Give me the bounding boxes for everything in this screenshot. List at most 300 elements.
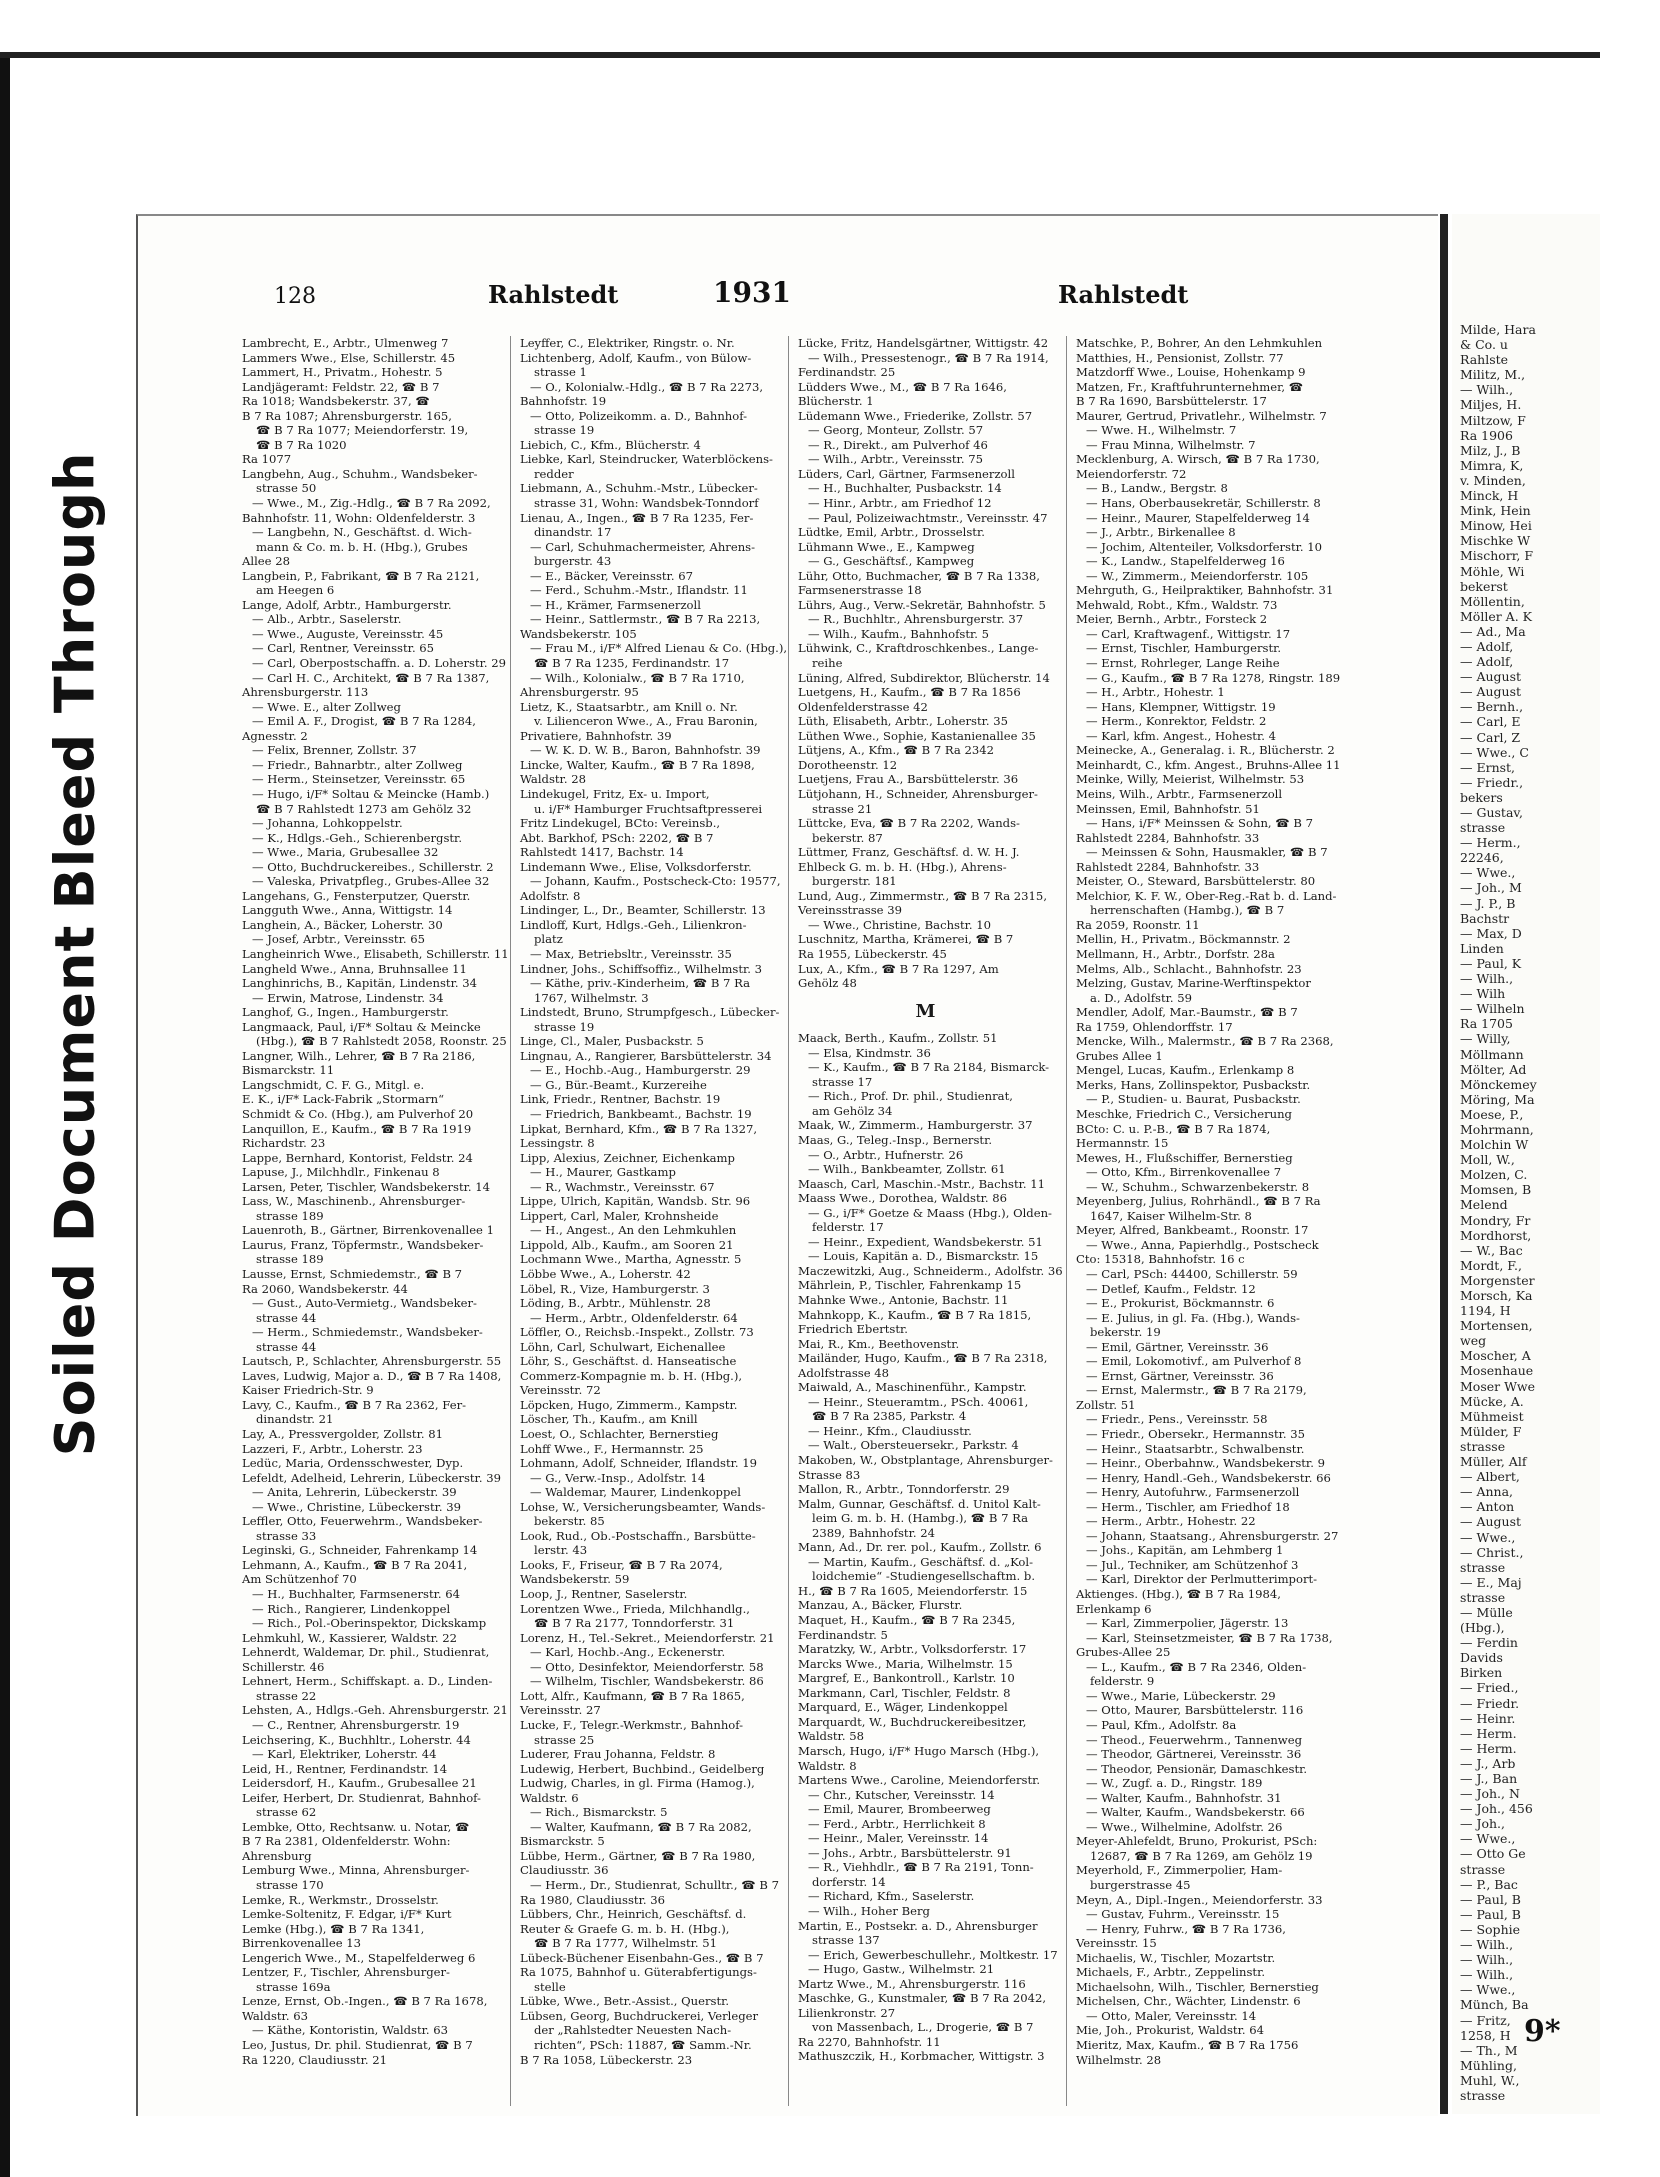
directory-entry: Look, Rud., Ob.-Postschaffn., Barsbütte- [520, 1528, 756, 1543]
adjacent-entry-fragment: — August [1460, 669, 1522, 685]
adjacent-entry-fragment: Mücke, A. [1460, 1393, 1524, 1409]
directory-entry: Matzdorff Wwe., Louise, Hohenkamp 9 [1076, 365, 1306, 380]
directory-entry: — Henry, Autofuhrw., Farmsenerzoll [1086, 1485, 1300, 1500]
directory-entry: strasse 19 [534, 1019, 595, 1034]
adjacent-entry-fragment: — Max, D [1460, 925, 1522, 941]
adjacent-entry-fragment: strasse [1460, 1559, 1506, 1575]
directory-entry: Maass Wwe., Dorothea, Waldstr. 86 [798, 1191, 1008, 1206]
directory-entry: — Walt., Obersteuersekr., Parkstr. 4 [808, 1438, 1019, 1453]
directory-entry: Strasse 83 [798, 1467, 861, 1482]
directory-entry: Wilhelmstr. 28 [1076, 2052, 1162, 2067]
adjacent-entry-fragment: — Herm. [1460, 1725, 1517, 1741]
directory-entry: ☎ B 7 Ra 2385, Parkstr. 4 [812, 1409, 967, 1424]
directory-entry: Waldstr. 28 [520, 772, 586, 787]
directory-entry: — Rich., Bismarckstr. 5 [530, 1805, 668, 1820]
directory-entry: Grubes-Allee 25 [1076, 1645, 1171, 1660]
directory-entry: Meschke, Friedrich C., Versicherung [1076, 1106, 1292, 1121]
bleed-through-stamp [40, 440, 110, 920]
directory-entry: strasse 22 [256, 1688, 317, 1703]
directory-entry: von Massenbach, L., Drogerie, ☎ B 7 [812, 2020, 1034, 2035]
directory-entry: — Carl, Kraftwagenf., Wittigstr. 17 [1086, 626, 1291, 641]
directory-entry: BCto: C. u. P.-B., ☎ B 7 Ra 1874, [1076, 1121, 1271, 1136]
directory-entry: reihe [812, 656, 843, 671]
directory-entry: — Gust., Auto-Vermietg., Wandsbeker- [252, 1296, 477, 1311]
directory-entry: 2389, Bahnhofstr. 24 [812, 1525, 935, 1540]
directory-entry: — Frau M., i/F* Alfred Lienau & Co. (Hbg.), [530, 641, 788, 656]
adjacent-entry-fragment: Momsen, B [1460, 1182, 1532, 1198]
directory-entry: — Karl, Elektriker, Loherstr. 44 [252, 1747, 437, 1762]
adjacent-entry-fragment: Linden [1460, 940, 1504, 956]
directory-entry: — Erwin, Matrose, Lindenstr. 34 [252, 990, 444, 1005]
directory-entry: Ra 1759, Ohlendorffstr. 17 [1076, 1019, 1233, 1034]
directory-entry: Bismarckstr. 5 [520, 1834, 605, 1849]
adjacent-entry-fragment: Mimra, K, [1460, 457, 1524, 473]
directory-entry: Luderer, Frau Johanna, Feldstr. 8 [520, 1747, 716, 1762]
adjacent-entry-fragment: Mordhorst, [1460, 1227, 1532, 1243]
directory-entry: Malm, Gunnar, Geschäftsf. d. Unitol Kalt- [798, 1496, 1041, 1511]
directory-entry: Lüdemann Wwe., Friederike, Zollstr. 57 [798, 408, 1033, 423]
adjacent-entry-fragment: — Fried., [1460, 1680, 1519, 1696]
directory-entry: Claudiusstr. 36 [520, 1863, 609, 1878]
directory-entry: — Jochim, Altenteiler, Volksdorferstr. 10 [1086, 539, 1323, 554]
directory-entry: Maschke, G., Kunstmaler, ☎ B 7 Ra 2042, [798, 1991, 1047, 2006]
directory-entry: Marsch, Hugo, i/F* Hugo Marsch (Hbg.), [798, 1743, 1040, 1758]
directory-entry: Mendler, Adolf, Mar.-Baumstr., ☎ B 7 [1076, 1005, 1298, 1020]
directory-entry: Meier, Bernh., Arbtr., Forsteck 2 [1076, 612, 1268, 627]
adjacent-entry-fragment: — August [1460, 684, 1522, 700]
directory-entry: bekerstr. 85 [534, 1514, 605, 1529]
directory-entry: Richardstr. 23 [242, 1136, 326, 1151]
directory-entry: — Wwe., Auguste, Vereinsstr. 45 [252, 626, 444, 641]
directory-entry: Ludewig, Herbert, Buchbind., Geidelberg [520, 1761, 765, 1776]
directory-entry: — W., Zugf. a. D., Ringstr. 189 [1086, 1776, 1263, 1791]
adjacent-entry-fragment: Mosenhaue [1460, 1363, 1534, 1379]
directory-entry: Lühwink, C., Kraftdroschkenbes., Lange- [798, 641, 1039, 656]
directory-entry: Leid, H., Rentner, Ferdinandstr. 14 [242, 1761, 448, 1776]
directory-entry: Maas, G., Teleg.-Insp., Bernerstr. [798, 1132, 993, 1147]
directory-entry: Löffler, O., Reichsb.-Inspekt., Zollstr. 73 [520, 1325, 754, 1340]
adjacent-entry-fragment: strasse [1460, 1861, 1506, 1877]
adjacent-entry-fragment: Melend [1460, 1197, 1508, 1213]
adjacent-entry-fragment: 1258, H [1460, 2027, 1511, 2043]
directory-entry: bekerstr. 87 [812, 830, 883, 845]
adjacent-entry-fragment: strasse [1460, 2087, 1506, 2103]
directory-entry: — Carl H. C., Architekt, ☎ B 7 Ra 1387, [252, 670, 490, 685]
directory-entry: Rahlstedt 2284, Bahnhofstr. 33 [1076, 830, 1260, 845]
adjacent-entry-fragment: Milde, Hara [1460, 322, 1536, 337]
directory-entry: Lehnerdt, Waldemar, Dr. phil., Studienrat, [242, 1645, 490, 1660]
directory-entry: dinandstr. 17 [534, 525, 612, 540]
directory-entry: Meinecke, A., Generalag. i. R., Blücherstr. 2 [1076, 743, 1335, 758]
directory-entry: Hermannstr. 15 [1076, 1136, 1169, 1151]
directory-entry: Loest, O., Schlachter, Bernerstieg [520, 1427, 719, 1442]
column-divider [788, 336, 789, 2106]
adjacent-entry-fragment: — Th., M [1460, 2042, 1518, 2058]
directory-entry: Lorenz, H., Tel.-Sekret., Meiendorferstr. 21 [520, 1630, 775, 1645]
directory-entry: strasse 170 [256, 1877, 324, 1892]
directory-entry: Lembke, Otto, Rechtsanw. u. Notar, ☎ [242, 1819, 470, 1834]
adjacent-entry-fragment: Möring, Ma [1460, 1091, 1535, 1107]
adjacent-entry-fragment: Morgenster [1460, 1272, 1535, 1288]
adjacent-entry-fragment: Morsch, Ka [1460, 1288, 1533, 1303]
adjacent-entry-fragment: Mischke W [1460, 533, 1531, 549]
directory-entry: ☎ B 7 Ra 1777, Wilhelmstr. 51 [534, 1936, 718, 1951]
directory-entry: — G., Geschäftsf., Kampweg [808, 554, 975, 569]
directory-entry: Ra 1018; Wandsbekerstr. 37, ☎ [242, 394, 430, 409]
adjacent-entry-fragment: — Fritz, [1460, 2012, 1511, 2028]
directory-entry: Margref, E., Bankontroll., Karlstr. 10 [798, 1671, 1015, 1686]
directory-entry: Lanquillon, E., Kaufm., ☎ B 7 Ra 1919 [242, 1121, 472, 1136]
directory-entry: — Karl, Steinsetzmeister, ☎ B 7 Ra 1738, [1086, 1630, 1333, 1645]
directory-entry: Luetjens, Frau A., Barsbüttelerstr. 36 [798, 772, 1019, 787]
directory-entry: Mann, Ad., Dr. rer. pol., Kaufm., Zollstr. 6 [798, 1540, 1042, 1555]
directory-entry: — Walter, Kaufm., Wandsbekerstr. 66 [1086, 1805, 1305, 1820]
adjacent-entry-fragment: — Wilheln [1460, 1001, 1525, 1017]
directory-entry: Löscher, Th., Kaufm., am Knill [520, 1412, 698, 1427]
adjacent-entry-fragment: strasse [1460, 1589, 1506, 1605]
directory-entry: — R., Buchhltr., Ahrensburgerstr. 37 [808, 612, 1024, 627]
adjacent-entry-fragment: — J., Ban [1460, 1771, 1518, 1786]
directory-entry: — Ernst, Malermstr., ☎ B 7 Ra 2179, [1086, 1383, 1307, 1398]
adjacent-entry-fragment: — Wilh., [1460, 971, 1514, 987]
adjacent-entry-fragment: Möllmann [1460, 1046, 1524, 1062]
directory-entry: Langbein, P., Fabrikant, ☎ B 7 Ra 2121, [242, 568, 480, 583]
directory-entry: Lütjohann, H., Schneider, Ahrensburger- [798, 786, 1038, 801]
directory-entry: dorferstr. 14 [812, 1874, 886, 1889]
adjacent-entry-fragment: — Adolf, [1460, 638, 1514, 654]
directory-entry: Reuter & Graefe G. m. b. H. (Hbg.), [520, 1921, 730, 1936]
directory-entry: Lass, W., Maschinenb., Ahrensburger- [242, 1194, 466, 1209]
adjacent-entry-fragment: — Wilh., [1460, 1952, 1514, 1968]
directory-entry: — Georg, Monteur, Zollstr. 57 [808, 423, 984, 438]
directory-entry: Lichtenberg, Adolf, Kaufm., von Bülow- [520, 350, 752, 365]
directory-entry: Lammers Wwe., Else, Schillerstr. 45 [242, 350, 456, 365]
directory-entry: — Hans, i/F* Meinssen & Sohn, ☎ B 7 [1086, 816, 1313, 831]
directory-entry: Ra 1980, Claudiusstr. 36 [520, 1892, 665, 1907]
directory-entry: Rahlstedt 1417, Bachstr. 14 [520, 845, 684, 860]
directory-entry: — Heinr., Sattlermstr., ☎ B 7 Ra 2213, [530, 612, 761, 627]
adjacent-entry-fragment: — E., Maj [1460, 1574, 1522, 1590]
directory-entry: Schmidt & Co. (Hbg.), am Pulverhof 20 [242, 1106, 474, 1121]
directory-entry: Lüttmer, Franz, Geschäftsf. d. W. H. J. [798, 845, 1020, 860]
directory-entry: Lindner, Johs., Schiffsoffiz., Wilhelmstr. 3 [520, 961, 763, 976]
adjacent-entry-fragment: 22246, [1460, 850, 1504, 866]
directory-entry: — Herm., Schmiedemstr., Wandsbeker- [252, 1325, 483, 1340]
directory-entry: loidchemie“ -Studiengesellschaftm. b. [812, 1569, 1036, 1584]
directory-entry: — Emil, Gärtner, Vereinsstr. 36 [1086, 1339, 1269, 1354]
directory-entry: Agnesstr. 2 [242, 728, 308, 743]
directory-entry: — Wwe., Marie, Lübeckerstr. 29 [1086, 1688, 1276, 1703]
directory-entry: — W. K. D. W. B., Baron, Bahnhofstr. 39 [530, 743, 761, 758]
directory-entry: Lohff Wwe., F., Hermannstr. 25 [520, 1441, 704, 1456]
directory-entry: Lavy, C., Kaufm., ☎ B 7 Ra 2362, Fer- [242, 1397, 467, 1412]
directory-entry: Lochmann Wwe., Martha, Agnesstr. 5 [520, 1252, 742, 1267]
directory-entry: — H., Arbtr., Hohestr. 1 [1086, 685, 1225, 700]
adjacent-page-fragment [1452, 214, 1600, 2114]
directory-entry: — Hans, Oberbausekretär, Schillerstr. 8 [1086, 496, 1321, 511]
directory-entry: — Meinssen & Sohn, Hausmakler, ☎ B 7 [1086, 845, 1328, 860]
directory-entry: Lehmann, A., Kaufm., ☎ B 7 Ra 2041, [242, 1557, 468, 1572]
directory-entry: leim G. m. b. H. (Hambg.), ☎ B 7 Ra [812, 1511, 1029, 1526]
directory-entry: Leichsering, K., Buchhltr., Loherstr. 44 [242, 1732, 471, 1747]
directory-entry: Lohmann, Adolf, Schneider, Iflandstr. 19 [520, 1456, 758, 1471]
adjacent-entry-fragment: Davids [1460, 1650, 1503, 1666]
directory-entry: Langner, Wilh., Lehrer, ☎ B 7 Ra 2186, [242, 1048, 476, 1063]
directory-entry: Mathuszczik, H., Korbmacher, Wittigstr. 3 [798, 2049, 1045, 2064]
adjacent-entry-fragment: — Sophie [1460, 1921, 1521, 1937]
directory-entry: Laves, Ludwig, Major a. D., ☎ B 7 Ra 1408, [242, 1368, 502, 1383]
directory-entry: Erlenkamp 6 [1076, 1601, 1152, 1616]
adjacent-entry-fragment: — Ernst, [1460, 759, 1516, 775]
adjacent-entry-fragment: — Joh., N [1460, 1786, 1520, 1802]
directory-entry: Leo, Justus, Dr. phil. Studienrat, ☎ B 7 [242, 2037, 473, 2052]
adjacent-entry-fragment: Birken [1460, 1665, 1503, 1681]
directory-entry: — Wwe., Christine, Bachstr. 10 [808, 917, 992, 932]
directory-entry: — Theodor, Pensionär, Damaschkestr. [1086, 1761, 1308, 1776]
directory-entry: — K., Landw., Stapelfelderweg 16 [1086, 554, 1285, 569]
directory-entry: Lücke, Fritz, Handelsgärtner, Wittigstr. 42 [798, 336, 1049, 350]
directory-entry: — W., Schuhm., Schwarzenbekerstr. 8 [1086, 1179, 1310, 1194]
directory-entry: — Walter, Kaufmann, ☎ B 7 Ra 2082, [530, 1819, 752, 1834]
directory-entry: — Wwe., M., Zig.-Hdlg., ☎ B 7 Ra 2092, [252, 496, 491, 511]
directory-entry: Wandsbekerstr. 59 [520, 1572, 630, 1587]
directory-entry: Lay, A., Pressvergolder, Zollstr. 81 [242, 1427, 443, 1442]
adjacent-entry-fragment: Minow, Hei [1460, 518, 1532, 534]
directory-entry: Melchior, K. F. W., Ober-Reg.-Rat b. d. Land- [1076, 888, 1337, 903]
directory-entry: Mai, R., Km., Beethovenstr. [798, 1336, 960, 1351]
page-header [138, 216, 1438, 316]
directory-entry: Vereinsstr. 72 [520, 1383, 601, 1398]
directory-entry: Makoben, W., Obstplantage, Ahrensburger- [798, 1453, 1053, 1468]
directory-entry: bekerstr. 19 [1090, 1325, 1161, 1340]
directory-entry: ☎ B 7 Ra 1077; Meiendorferstr. 19, [256, 423, 469, 438]
adjacent-entry-fragment: Bachstr [1460, 910, 1510, 926]
directory-entry: Ahrensburgerstr. 113 [242, 685, 369, 700]
directory-entry: strasse 21 [812, 801, 873, 816]
directory-entry: — C., Rentner, Ahrensburgerstr. 19 [252, 1717, 460, 1732]
directory-entry: Maratzky, W., Arbtr., Volksdorferstr. 17 [798, 1642, 1027, 1657]
directory-entry: Lühmann Wwe., E., Kampweg [798, 539, 975, 554]
directory-entry: u. i/F* Hamburger Fruchtsaftpresserei [534, 801, 763, 816]
adjacent-entry-fragment: — August [1460, 1514, 1522, 1530]
directory-entry: Lindinger, L., Dr., Beamter, Schillerstr. 13 [520, 903, 766, 918]
adjacent-entry-fragment: — Joh., 456 [1460, 1801, 1533, 1817]
directory-entry: Waldstr. 58 [798, 1729, 864, 1744]
directory-entry: Merks, Hans, Zollinspektor, Pusbackstr. [1076, 1077, 1311, 1092]
adjacent-entry-fragment: 1194, H [1460, 1303, 1511, 1319]
directory-entry: Oldenfelderstrasse 42 [798, 699, 928, 714]
directory-entry: felderstr. 9 [1090, 1674, 1155, 1689]
adjacent-entry-fragment: (Hbg.), [1460, 1620, 1505, 1636]
directory-entry: platz [534, 932, 563, 947]
directory-entry: Lübbers, Chr., Heinrich, Geschäftsf. d. [520, 1907, 747, 1922]
directory-entry: lerstr. 43 [534, 1543, 588, 1558]
directory-entry: — Anita, Lehrerin, Lübeckerstr. 39 [252, 1485, 457, 1500]
directory-entry: Langbehn, Aug., Schuhm., Wandsbeker- [242, 466, 478, 481]
directory-entry: — Johs., Kapitän, am Lehmberg 1 [1086, 1543, 1284, 1558]
adjacent-entry-fragment: Moll, W., [1460, 1152, 1515, 1168]
directory-entry: Mieritz, Max, Kaufm., ☎ B 7 Ra 1756 [1076, 2037, 1299, 2052]
directory-entry: Langheld Wwe., Anna, Bruhnsallee 11 [242, 961, 467, 976]
directory-entry: — Erich, Gewerbeschullehr., Moltkestr. 17 [808, 1947, 1058, 1962]
page-gutter [1440, 214, 1448, 2114]
directory-entry: — J., Arbtr., Birkenallee 8 [1086, 525, 1236, 540]
directory-entry: Mengel, Lucas, Kaufm., Erlenkamp 8 [1076, 1063, 1295, 1078]
directory-entry: Mecklenburg, A. Wirsch, ☎ B 7 Ra 1730, [1076, 452, 1320, 467]
directory-entry: Langmaack, Paul, i/F* Soltau & Meincke [242, 1019, 481, 1034]
directory-entry: Mehwald, Robt., Kfm., Waldstr. 73 [1076, 597, 1278, 612]
adjacent-entry-fragment: — J., Arb [1460, 1755, 1516, 1771]
directory-entry: Melzing, Gustav, Marine-Werftinspektor [1076, 976, 1311, 991]
directory-entry: — Wwe., Wilhelmine, Adolfstr. 26 [1086, 1819, 1283, 1834]
directory-entry: strasse 189 [256, 1208, 324, 1223]
directory-entry: Langheinrich Wwe., Elisabeth, Schillerstr. 11 [242, 946, 509, 961]
directory-entry: — Karl, Zimmerpolier, Jägerstr. 13 [1086, 1616, 1289, 1631]
directory-entry: Marquard, E., Wäger, Lindenkoppel [798, 1700, 1008, 1715]
directory-entry: Martens Wwe., Caroline, Meiendorferstr. [798, 1773, 1041, 1788]
directory-entry: — L., Kaufm., ☎ B 7 Ra 2346, Olden- [1086, 1659, 1307, 1674]
directory-entry: — K., Hdlgs.-Geh., Schierenbergstr. [252, 830, 463, 845]
directory-entry: — Frau Minna, Wilhelmstr. 7 [1086, 437, 1256, 452]
directory-entry: Adolfstr. 8 [520, 888, 581, 903]
directory-entry: Ledüc, Maria, Ordensschwester, Dyp. [242, 1456, 464, 1471]
directory-entry: Maak, W., Zimmerm., Hamburgerstr. 37 [798, 1118, 1033, 1133]
directory-entry: Meyer, Alfred, Bankbeamt., Roonstr. 17 [1076, 1223, 1309, 1238]
directory-entry: Lazzeri, F., Arbtr., Loherstr. 23 [242, 1441, 423, 1456]
directory-entry: — Wwe., Maria, Grubesallee 32 [252, 845, 439, 860]
directory-entry: Lübbe, Herm., Gärtner, ☎ B 7 Ra 1980, [520, 1848, 756, 1863]
directory-entry: Lauenroth, B., Gärtner, Birrenkovenallee 1 [242, 1223, 494, 1238]
directory-entry: Melms, Alb., Schlacht., Bahnhofstr. 23 [1076, 961, 1302, 976]
adjacent-entry-fragment: bekers [1460, 789, 1503, 805]
adjacent-entry-fragment: Mohrmann, [1460, 1121, 1534, 1137]
adjacent-entry-fragment: Molchin W [1460, 1137, 1529, 1153]
directory-entry: Lund, Aug., Zimmermstr., ☎ B 7 Ra 2315, [798, 888, 1047, 903]
directory-entry: Langhein, A., Bäcker, Loherstr. 30 [242, 917, 443, 932]
directory-entry: Löhn, Carl, Schulwart, Eichenallee [520, 1339, 726, 1354]
directory-entry: — Hinr., Arbtr., am Friedhof 12 [808, 496, 992, 511]
directory-entry: Looks, F., Friseur, ☎ B 7 Ra 2074, [520, 1557, 723, 1572]
directory-entry: Mahnke Wwe., Antonie, Bachstr. 11 [798, 1293, 1009, 1307]
directory-entry: — Friedr., Obersekr., Hermannstr. 35 [1086, 1427, 1306, 1442]
running-head-left: Rahlstedt [488, 280, 619, 309]
directory-entry: Lausse, Ernst, Schmiedemstr., ☎ B 7 [242, 1267, 463, 1281]
directory-entry: — Carl, Schuhmachermeister, Ahrens- [530, 539, 756, 554]
adjacent-entry-fragment: weg [1460, 1333, 1487, 1349]
adjacent-entry-fragment: Möller A. K [1460, 608, 1532, 624]
directory-entry: — Johann, Staatsang., Ahrensburgerstr. 27 [1086, 1528, 1339, 1543]
directory-entry: Mencke, Wilh., Malermstr., ☎ B 7 Ra 2368, [1076, 1034, 1334, 1049]
directory-entry: — Hugo, Gastw., Wilhelmstr. 21 [808, 1962, 995, 1977]
directory-entry: Löpcken, Hugo, Zimmerm., Kampstr. [520, 1397, 738, 1412]
directory-entry: Meinssen, Emil, Bahnhofstr. 51 [1076, 801, 1260, 816]
adjacent-entry-fragment: — Wilh., [1460, 1937, 1514, 1953]
directory-entry: Langschmidt, C. F. G., Mitgl. e. [242, 1077, 425, 1092]
directory-entry: — Langbehn, N., Geschäftst. d. Wich- [252, 525, 472, 540]
directory-entry: Lübeck-Büchener Eisenbahn-Ges., ☎ B 7 [520, 1950, 764, 1965]
directory-entry: Schillerstr. 46 [242, 1659, 325, 1674]
directory-entry: Ra 1075, Bahnhof u. Güterabfertigungs- [520, 1965, 757, 1980]
directory-entry: Fritz Lindekugel, BCto: Vereinsb., [520, 816, 721, 831]
directory-entry: — Carl, PSch: 44400, Schillerstr. 59 [1086, 1267, 1298, 1281]
directory-entry: Lucke, F., Telegr.-Werkmstr., Bahnhof- [520, 1717, 744, 1732]
directory-entry: Lappe, Bernhard, Kontorist, Feldstr. 24 [242, 1150, 473, 1165]
directory-entry: mann & Co. m. b. H. (Hbg.), Grubes [256, 539, 468, 554]
directory-entry: herrenschaften (Hambg.), ☎ B 7 [1090, 903, 1285, 918]
directory-entry: Lessingstr. 8 [520, 1136, 595, 1151]
directory-entry: Privatiere, Bahnhofstr. 39 [520, 728, 672, 743]
adjacent-entry-fragment: — Paul, K [1460, 955, 1522, 971]
directory-entry: strasse 19 [534, 423, 595, 438]
adjacent-entry-fragment: bekerst [1460, 578, 1508, 594]
directory-entry: — R., Direkt., am Pulverhof 46 [808, 437, 988, 452]
adjacent-entry-fragment: — Albert, [1460, 1469, 1520, 1485]
directory-entry: — Wilhelm, Tischler, Wandsbekerstr. 86 [530, 1674, 764, 1689]
directory-entry: Lux, A., Kfm., ☎ B 7 Ra 1297, Am [798, 961, 999, 976]
directory-entry: Larsen, Peter, Tischler, Wandsbekerstr. 14 [242, 1179, 491, 1194]
directory-entry: — H., Buchhalter, Farmsenerstr. 64 [252, 1587, 461, 1602]
directory-entry: a. D., Adolfstr. 59 [1090, 990, 1192, 1005]
directory-entry: Matthies, H., Pensionist, Zollstr. 77 [1076, 350, 1284, 365]
column-4 [1076, 336, 1341, 2106]
directory-entry: Mellmann, H., Arbtr., Dorfstr. 28a [1076, 946, 1275, 961]
directory-entry: Liebmann, A., Schuhm.-Mstr., Lübecker- [520, 481, 758, 496]
column-3 [798, 336, 1063, 2106]
directory-entry: Meinhardt, C., kfm. Angest., Bruhns-Allee 11 [1076, 757, 1341, 772]
directory-entry: — Friedr., Bahnarbtr., alter Zollweg [252, 757, 463, 772]
directory-entry: Mailänder, Hugo, Kaufm., ☎ B 7 Ra 2318, [798, 1351, 1048, 1366]
adjacent-entry-fragment: Mondry, Fr [1460, 1212, 1531, 1228]
adjacent-entry-fragment: — Herm., [1460, 835, 1521, 851]
directory-entry: — Theodor, Gärtnerei, Vereinsstr. 36 [1086, 1747, 1302, 1762]
adjacent-entry-fragment: — J. P., B [1460, 895, 1516, 911]
directory-entry: Ra 2060, Wandsbekerstr. 44 [242, 1281, 408, 1296]
directory-entry: Meyenberg, Julius, Rohrhändl., ☎ B 7 Ra [1076, 1194, 1321, 1209]
directory-entry: — Wwe., Christine, Lübeckerstr. 39 [252, 1499, 462, 1514]
adjacent-entry-fragment: Ra 1906 [1460, 427, 1513, 443]
directory-entry: — Emil, Lokomotivf., am Pulverhof 8 [1086, 1354, 1302, 1369]
directory-entry: — H., Maurer, Gastkamp [530, 1165, 676, 1180]
directory-entry: — Emil, Maurer, Brombeerweg [808, 1802, 991, 1817]
year-heading: 1931 [713, 276, 791, 309]
adjacent-entry-fragment: Miljes, H. [1460, 397, 1522, 413]
adjacent-entry-fragment: Militz, M., [1460, 367, 1526, 383]
adjacent-entry-fragment: — Ad., Ma [1460, 623, 1526, 639]
directory-entry: — Otto, Kfm., Birrenkovenallee 7 [1086, 1165, 1282, 1180]
directory-entry: — R., Viehhdlr., ☎ B 7 Ra 2191, Tonn- [808, 1860, 1034, 1875]
directory-entry: — Henry, Handl.-Geh., Wandsbekerstr. 66 [1086, 1470, 1331, 1485]
directory-entry: Lincke, Walter, Kaufm., ☎ B 7 Ra 1898, [520, 757, 755, 772]
directory-entry: Maack, Berth., Kaufm., Zollstr. 51 [798, 1031, 998, 1046]
directory-entry: Langguth Wwe., Anna, Wittigstr. 14 [242, 903, 453, 918]
directory-entry: — Rich., Pol.-Oberinspektor, Dickskamp [252, 1616, 487, 1631]
adjacent-entry-fragment: — Wwe., [1460, 1529, 1516, 1545]
directory-entry: Loop, J., Rentner, Saselerstr. [520, 1587, 688, 1602]
adjacent-entry-fragment: Miltzow, F [1460, 412, 1526, 428]
directory-entry: B 7 Ra 1058, Lübeckerstr. 23 [520, 2052, 693, 2067]
adjacent-entry-fragment: — Carl, Z [1460, 729, 1521, 745]
adjacent-entry-fragment: — Wilh., [1460, 382, 1514, 398]
directory-entry: Liebich, C., Kfm., Blücherstr. 4 [520, 437, 701, 452]
directory-entry: — Otto, Maurer, Barsbüttelerstr. 116 [1086, 1703, 1304, 1718]
directory-entry: (Hbg.), ☎ B 7 Rahlstedt 2058, Roonstr. 25 [256, 1034, 507, 1049]
directory-entry: Matschke, P., Bohrer, An den Lehmkuhlen [1076, 336, 1323, 350]
directory-entry: — Karl, Hochb.-Ang., Eckenerstr. [530, 1645, 726, 1660]
directory-entry: — Wwe. E., alter Zollweg [252, 699, 401, 714]
directory-entry: Lüth, Elisabeth, Arbtr., Loherstr. 35 [798, 714, 1009, 729]
directory-entry: Maczewitzki, Aug., Schneiderm., Adolfstr. 36 [798, 1263, 1063, 1278]
directory-entry: — Ferd., Schuhm.-Mstr., Iflandstr. 11 [530, 583, 748, 598]
